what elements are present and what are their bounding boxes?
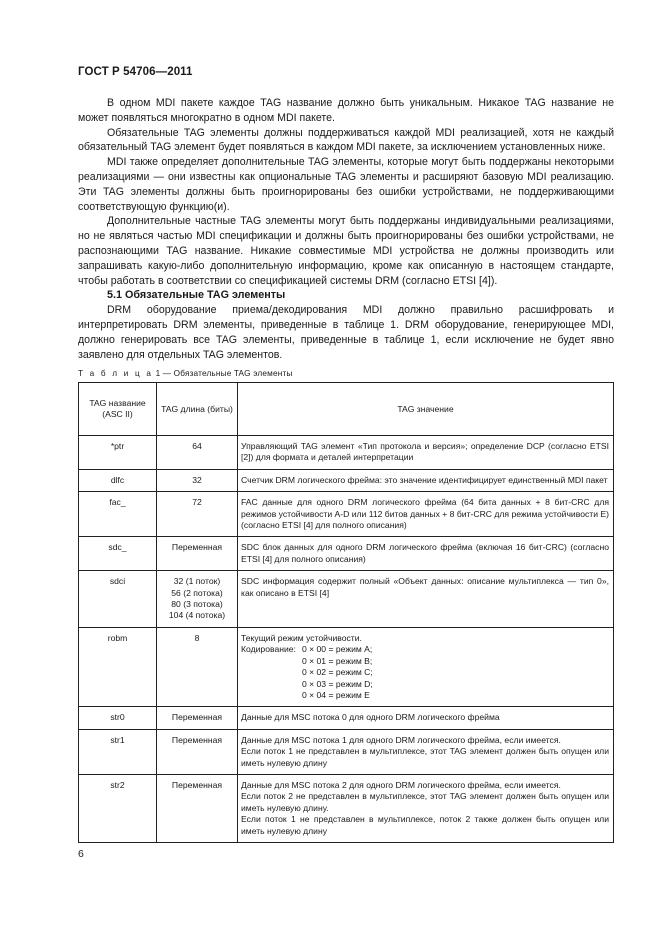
body-text xyxy=(78,96,614,362)
tag-length-line: Переменная xyxy=(171,712,223,723)
section-heading: 5.1 Обязательные TAG элементы xyxy=(107,289,286,302)
page-number: 6 xyxy=(78,848,84,860)
tag-length-cell xyxy=(157,469,238,491)
tag-name-cell: fac_ xyxy=(79,492,157,537)
table-row xyxy=(79,492,614,537)
table-body xyxy=(79,436,614,843)
tag-name-cell: dlfc xyxy=(79,469,157,491)
tag-length-line: 8 xyxy=(194,632,200,643)
header-tag-length: TAG длина (биты) xyxy=(157,383,238,436)
table-caption-prefix: Т а б л и ц а xyxy=(78,369,154,378)
tag-length-line: 32 (1 поток) xyxy=(173,576,221,587)
tag-length-cell xyxy=(157,492,238,537)
tag-value-cell xyxy=(238,469,614,491)
tag-value-line: FAC данные для одного DRM логического фрейма (64 бита данных + 8 бит-CRC для режимов устойчивости A-D или 112 битов данных + 8 бит-CRC для режима устойчивости E) (согласно ETSI [4] для полного описания) xyxy=(241,497,609,531)
tag-value-cell xyxy=(238,537,614,571)
paragraph: В одном MDI пакете каждое TAG название должно быть уникальным. Никакое TAG название не может появляться многократно в одном MDI пакете. xyxy=(78,97,614,124)
tag-length-line: Переменная xyxy=(171,779,223,790)
coding-value: 0 × 03 = режим D; xyxy=(301,678,373,689)
tag-length-line: 80 (3 потока) xyxy=(171,599,223,610)
tag-length-line: 64 xyxy=(192,441,202,451)
tag-length-cell xyxy=(157,774,238,842)
coding-label: Кодирование: xyxy=(241,644,296,655)
table-row xyxy=(79,469,614,491)
tag-value-line: Счетчик DRM логического фрейма: это значение идентифицирует единственный MDI пакет xyxy=(241,474,608,485)
tag-length-line: 72 xyxy=(192,497,202,508)
tag-name-cell: str2 xyxy=(79,774,157,842)
tag-length-line: Переменная xyxy=(171,734,223,745)
tag-length-cell xyxy=(157,571,238,628)
tag-value-line: Данные для MSC потока 2 для одного DRM логического фрейма, если имеется. xyxy=(241,779,561,790)
table-row xyxy=(79,627,614,706)
tag-value-line: Данные для MSC потока 0 для одного DRM логического фрейма xyxy=(241,712,500,723)
coding-value: 0 × 00 = режим A; xyxy=(301,644,373,655)
tag-length-line: 32 xyxy=(192,474,202,485)
tag-value-line: Данные для MSC потока 1 для одного DRM логического фрейма, если имеется. xyxy=(241,734,561,745)
tag-length-line: Переменная xyxy=(171,542,223,553)
tag-name-cell: str0 xyxy=(79,707,157,729)
table-row xyxy=(79,537,614,571)
tag-value-cell xyxy=(238,707,614,729)
tag-name-cell: *ptr xyxy=(79,436,157,470)
tag-value-cell xyxy=(238,436,614,470)
table-row xyxy=(79,707,614,729)
tag-value-line: Текущий режим устойчивости. xyxy=(241,632,362,643)
table-caption-title: 1 — Обязательные TAG элементы xyxy=(155,369,293,378)
tag-value-line: Если поток 2 не представлен в мультиплексе, этот TAG элемент должен быть опущен или иметь нулевую длину. xyxy=(241,791,609,813)
table-row xyxy=(79,774,614,842)
document-header: ГОСТ Р 54706—2011 xyxy=(78,66,193,78)
tag-name-cell: str1 xyxy=(79,729,157,774)
tag-value-line: Если поток 1 не представлен в мультиплексе, поток 2 также должен быть опущен или иметь нулевую длину xyxy=(241,814,609,836)
tag-length-cell xyxy=(157,436,238,470)
paragraph: Дополнительные частные TAG элементы могут быть поддержаны индивидуальными реализациями, но не являться частью MDI спецификации и должны быть проигнорированы без ошибки устройствами, не распознающими TAG название. Никакие совместимые MDI устройства не должны производить или запрашивать какую-либо дополнительную информацию, кроме как описанную в настоящем стандарте, чтобы работать в соответствии со спецификацией системы DRM (согласно ETSI [4]). xyxy=(78,215,614,287)
tag-value-line: SDC информация содержит полный «Объект данных: описание мультиплекса — тип 0», как описано в ETSI [4] xyxy=(241,576,609,598)
tag-value-line: Управляющий TAG элемент «Тип протокола и версия»; определение DCP (согласно ETSI [2]) для формата и деталей интерпретации xyxy=(241,441,609,463)
tag-length-cell xyxy=(157,729,238,774)
table-caption xyxy=(78,369,293,378)
tag-name-cell: sdc_ xyxy=(79,537,157,571)
coding-value: 0 × 04 = режим E xyxy=(301,689,370,700)
tag-length-cell xyxy=(157,707,238,729)
tag-length-cell xyxy=(157,537,238,571)
table-row xyxy=(79,729,614,774)
header-tag-value: TAG значение xyxy=(238,383,614,436)
tag-value-line: Если поток 1 не представлен в мультиплексе, этот TAG элемент должен быть опущен или иметь нулевую длину xyxy=(241,746,609,768)
tag-length-line: 56 (2 потока) xyxy=(171,587,223,598)
tag-value-cell xyxy=(238,774,614,842)
tag-name-cell: robm xyxy=(79,627,157,706)
tag-length-cell xyxy=(157,627,238,706)
tag-value-line: SDC блок данных для одного DRM логического фрейма (включая 16 бит-CRC) (согласно ETSI [4] для полного описания) xyxy=(241,542,609,564)
tag-name-cell: sdci xyxy=(79,571,157,628)
table-header-row xyxy=(79,383,614,436)
tag-value-cell xyxy=(238,492,614,537)
paragraph: Обязательные TAG элементы должны поддерживаться каждой MDI реализацией, хотя не каждый обязательный TAG элемент будет появляться в каждом MDI пакете, за исключением установленных ниже. xyxy=(78,126,614,154)
tag-value-cell xyxy=(238,729,614,774)
tag-value-cell xyxy=(238,571,614,628)
paragraph: DRM оборудование приема/декодирования MDI должно правильно расшифровать и интерпретировать DRM элементы, приведенные в таблице 1. DRM оборудование, генерирующее MDI, должно генерировать все TAG элементы, приведенные в таблице 1, если исключение не будет явно заявлено для отдельных TAG элементов. xyxy=(78,304,614,361)
header-tag-name: TAG название (ASC II) xyxy=(79,383,157,436)
coding-value: 0 × 01 = режим B; xyxy=(301,655,373,666)
tag-length-line: 104 (4 потока) xyxy=(168,610,226,621)
coding-value: 0 × 02 = режим C; xyxy=(301,667,373,678)
table-row xyxy=(79,436,614,470)
table-row xyxy=(79,571,614,628)
paragraph: MDI также определяет дополнительные TAG элементы, которые могут быть поддержаны некоторыми реализациями — они известны как опциональные TAG элементы и расширяют базовую MDI реализацию. Эти TAG элементы должны быть проигнорированы без ошибки устройствами, не поддерживающими соответствующую функцию(и). xyxy=(78,156,614,213)
tag-value-cell xyxy=(238,627,614,706)
tag-elements-table xyxy=(78,382,614,843)
